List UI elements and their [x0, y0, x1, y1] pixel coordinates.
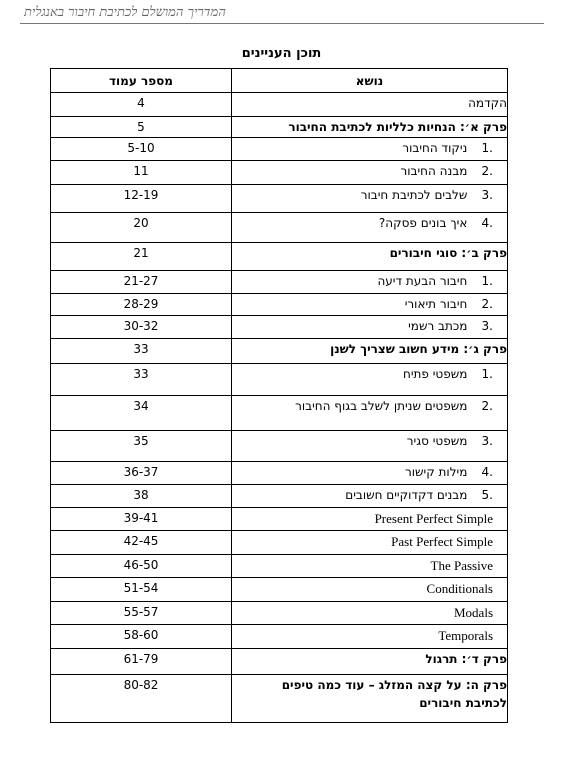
toc-row [51, 185, 508, 213]
toc-topic [232, 316, 508, 339]
toc-item-number: .3 [481, 434, 493, 448]
toc-item-label: הקדמה [468, 96, 507, 110]
toc-row [51, 675, 508, 723]
toc-page-number: 55-57 [51, 602, 232, 625]
toc-item-number: .4 [481, 216, 493, 230]
toc-page-number: 33 [51, 339, 232, 364]
toc-header-row [51, 69, 508, 93]
toc-item-number: .1 [481, 367, 493, 381]
toc-page-number: 21-27 [51, 271, 232, 294]
toc-page-number: 4 [51, 93, 232, 117]
toc-topic [232, 364, 508, 396]
header-title: המדריך המושלם לכתיבת חיבור באנגלית [24, 5, 226, 20]
toc-item-label: מילות קישור [404, 465, 468, 479]
toc-page-number: 51-54 [51, 578, 232, 602]
toc-item-label: Conditionals [426, 581, 493, 596]
toc-page-number: 30-32 [51, 316, 232, 339]
toc-page-number: 36-37 [51, 462, 232, 485]
toc-topic [232, 602, 508, 625]
toc-item-label: פרק ה: על קצה המזלג – עוד כמה טיפים [281, 678, 507, 692]
toc-row [51, 213, 508, 243]
toc-topic [232, 271, 508, 294]
toc-item-number: .2 [481, 399, 493, 413]
toc-page-number: 80-82 [51, 675, 232, 723]
toc-title: תוכן העניינים [241, 46, 322, 61]
toc-topic [232, 294, 508, 316]
toc-topic [232, 243, 508, 271]
toc-item-label: מכתב רשמי [408, 319, 468, 333]
toc-item-label: ניקוד החיבור [402, 141, 468, 155]
toc-row [51, 161, 508, 185]
toc-row [51, 117, 508, 138]
toc-row [51, 649, 508, 675]
toc-topic [232, 138, 508, 161]
toc-item-label: איך בונים פסקה? [378, 216, 468, 230]
toc-topic [232, 675, 508, 723]
column-header-topic: נושא [232, 69, 508, 93]
toc-row [51, 316, 508, 339]
toc-item-number: .2 [481, 297, 493, 311]
toc-page-number: 11 [51, 161, 232, 185]
toc-item-label: פרק ד׳: תרגול [425, 652, 507, 666]
toc-body [51, 93, 508, 723]
toc-item-label: פרק א׳: הנחיות כלליות לכתיבת החיבור [288, 120, 507, 134]
toc-page-number: 28-29 [51, 294, 232, 316]
toc-topic [232, 531, 508, 555]
toc-row [51, 578, 508, 602]
toc-item-label: מבנים דקדוקיים חשובים [345, 488, 468, 502]
toc-topic [232, 649, 508, 675]
toc-topic [232, 625, 508, 649]
toc-row [51, 485, 508, 508]
toc-topic [232, 578, 508, 602]
toc-item-number: .2 [481, 164, 493, 178]
toc-item-label: פרק ב׳: סוגי חיבורים [389, 246, 507, 260]
toc-page-number: 5 [51, 117, 232, 138]
toc-item-label: The Passive [430, 558, 493, 573]
toc-row [51, 294, 508, 316]
toc-item-label: חיבור תיאורי [404, 297, 468, 311]
toc-page-number: 12-19 [51, 185, 232, 213]
toc-page-number: 33 [51, 364, 232, 396]
toc-row [51, 602, 508, 625]
toc-topic [232, 93, 508, 117]
toc-item-label: משפטי פתיח [403, 367, 468, 381]
toc-item-label: Temporals [438, 628, 493, 643]
toc-topic [232, 462, 508, 485]
toc-topic [232, 161, 508, 185]
toc-page-number: 35 [51, 431, 232, 462]
toc-row [51, 243, 508, 271]
toc-table [50, 68, 508, 723]
toc-topic [232, 508, 508, 531]
toc-row [51, 138, 508, 161]
toc-page-number: 61-79 [51, 649, 232, 675]
toc-topic [232, 213, 508, 243]
toc-page-number: 46-50 [51, 555, 232, 578]
toc-topic [232, 396, 508, 431]
toc-page-number: 42-45 [51, 531, 232, 555]
toc-row [51, 396, 508, 431]
toc-item-number: .3 [481, 319, 493, 333]
toc-page-number: 20 [51, 213, 232, 243]
toc-topic [232, 339, 508, 364]
toc-row [51, 462, 508, 485]
toc-page-number: 5-10 [51, 138, 232, 161]
toc-row [51, 531, 508, 555]
toc-topic [232, 485, 508, 508]
toc-row [51, 431, 508, 462]
toc-topic [232, 185, 508, 213]
toc-row [51, 508, 508, 531]
toc-item-label: פרק ג׳: מידע חשוב שצריך לשנן [330, 342, 507, 356]
toc-topic [232, 431, 508, 462]
toc-topic [232, 555, 508, 578]
header-divider [20, 23, 544, 24]
toc-item-label-continued: לכתיבת חיבורים [419, 696, 507, 710]
toc-item-label: מבנה החיבור [400, 164, 468, 178]
toc-row [51, 625, 508, 649]
toc-row [51, 364, 508, 396]
toc-item-number: .5 [481, 488, 493, 502]
toc-page-number: 34 [51, 396, 232, 431]
toc-page-number: 58-60 [51, 625, 232, 649]
toc-page-number: 38 [51, 485, 232, 508]
toc-item-label: חיבור הבעת דיעה [377, 274, 468, 288]
toc-item-label: Past Perfect Simple [391, 534, 493, 549]
toc-row [51, 271, 508, 294]
toc-page-number: 39-41 [51, 508, 232, 531]
toc-row [51, 555, 508, 578]
toc-page-number: 21 [51, 243, 232, 271]
toc-item-number: .3 [481, 188, 493, 202]
toc-item-number: .1 [481, 274, 493, 288]
toc-item-label: Modals [454, 605, 493, 620]
toc-row [51, 93, 508, 117]
toc-item-number: .1 [481, 141, 493, 155]
toc-topic [232, 117, 508, 138]
toc-item-label: משפטי סגיר [406, 434, 468, 448]
toc-item-label: Present Perfect Simple [374, 511, 493, 526]
page-header [0, 0, 563, 34]
toc-item-label: שלבים לכתיבת חיבור [360, 188, 468, 202]
toc-row [51, 339, 508, 364]
toc-item-label: משפטים שניתן לשלב בגוף החיבור [295, 399, 468, 413]
column-header-page: מספר עמוד [51, 69, 232, 93]
toc-item-number: .4 [481, 465, 493, 479]
